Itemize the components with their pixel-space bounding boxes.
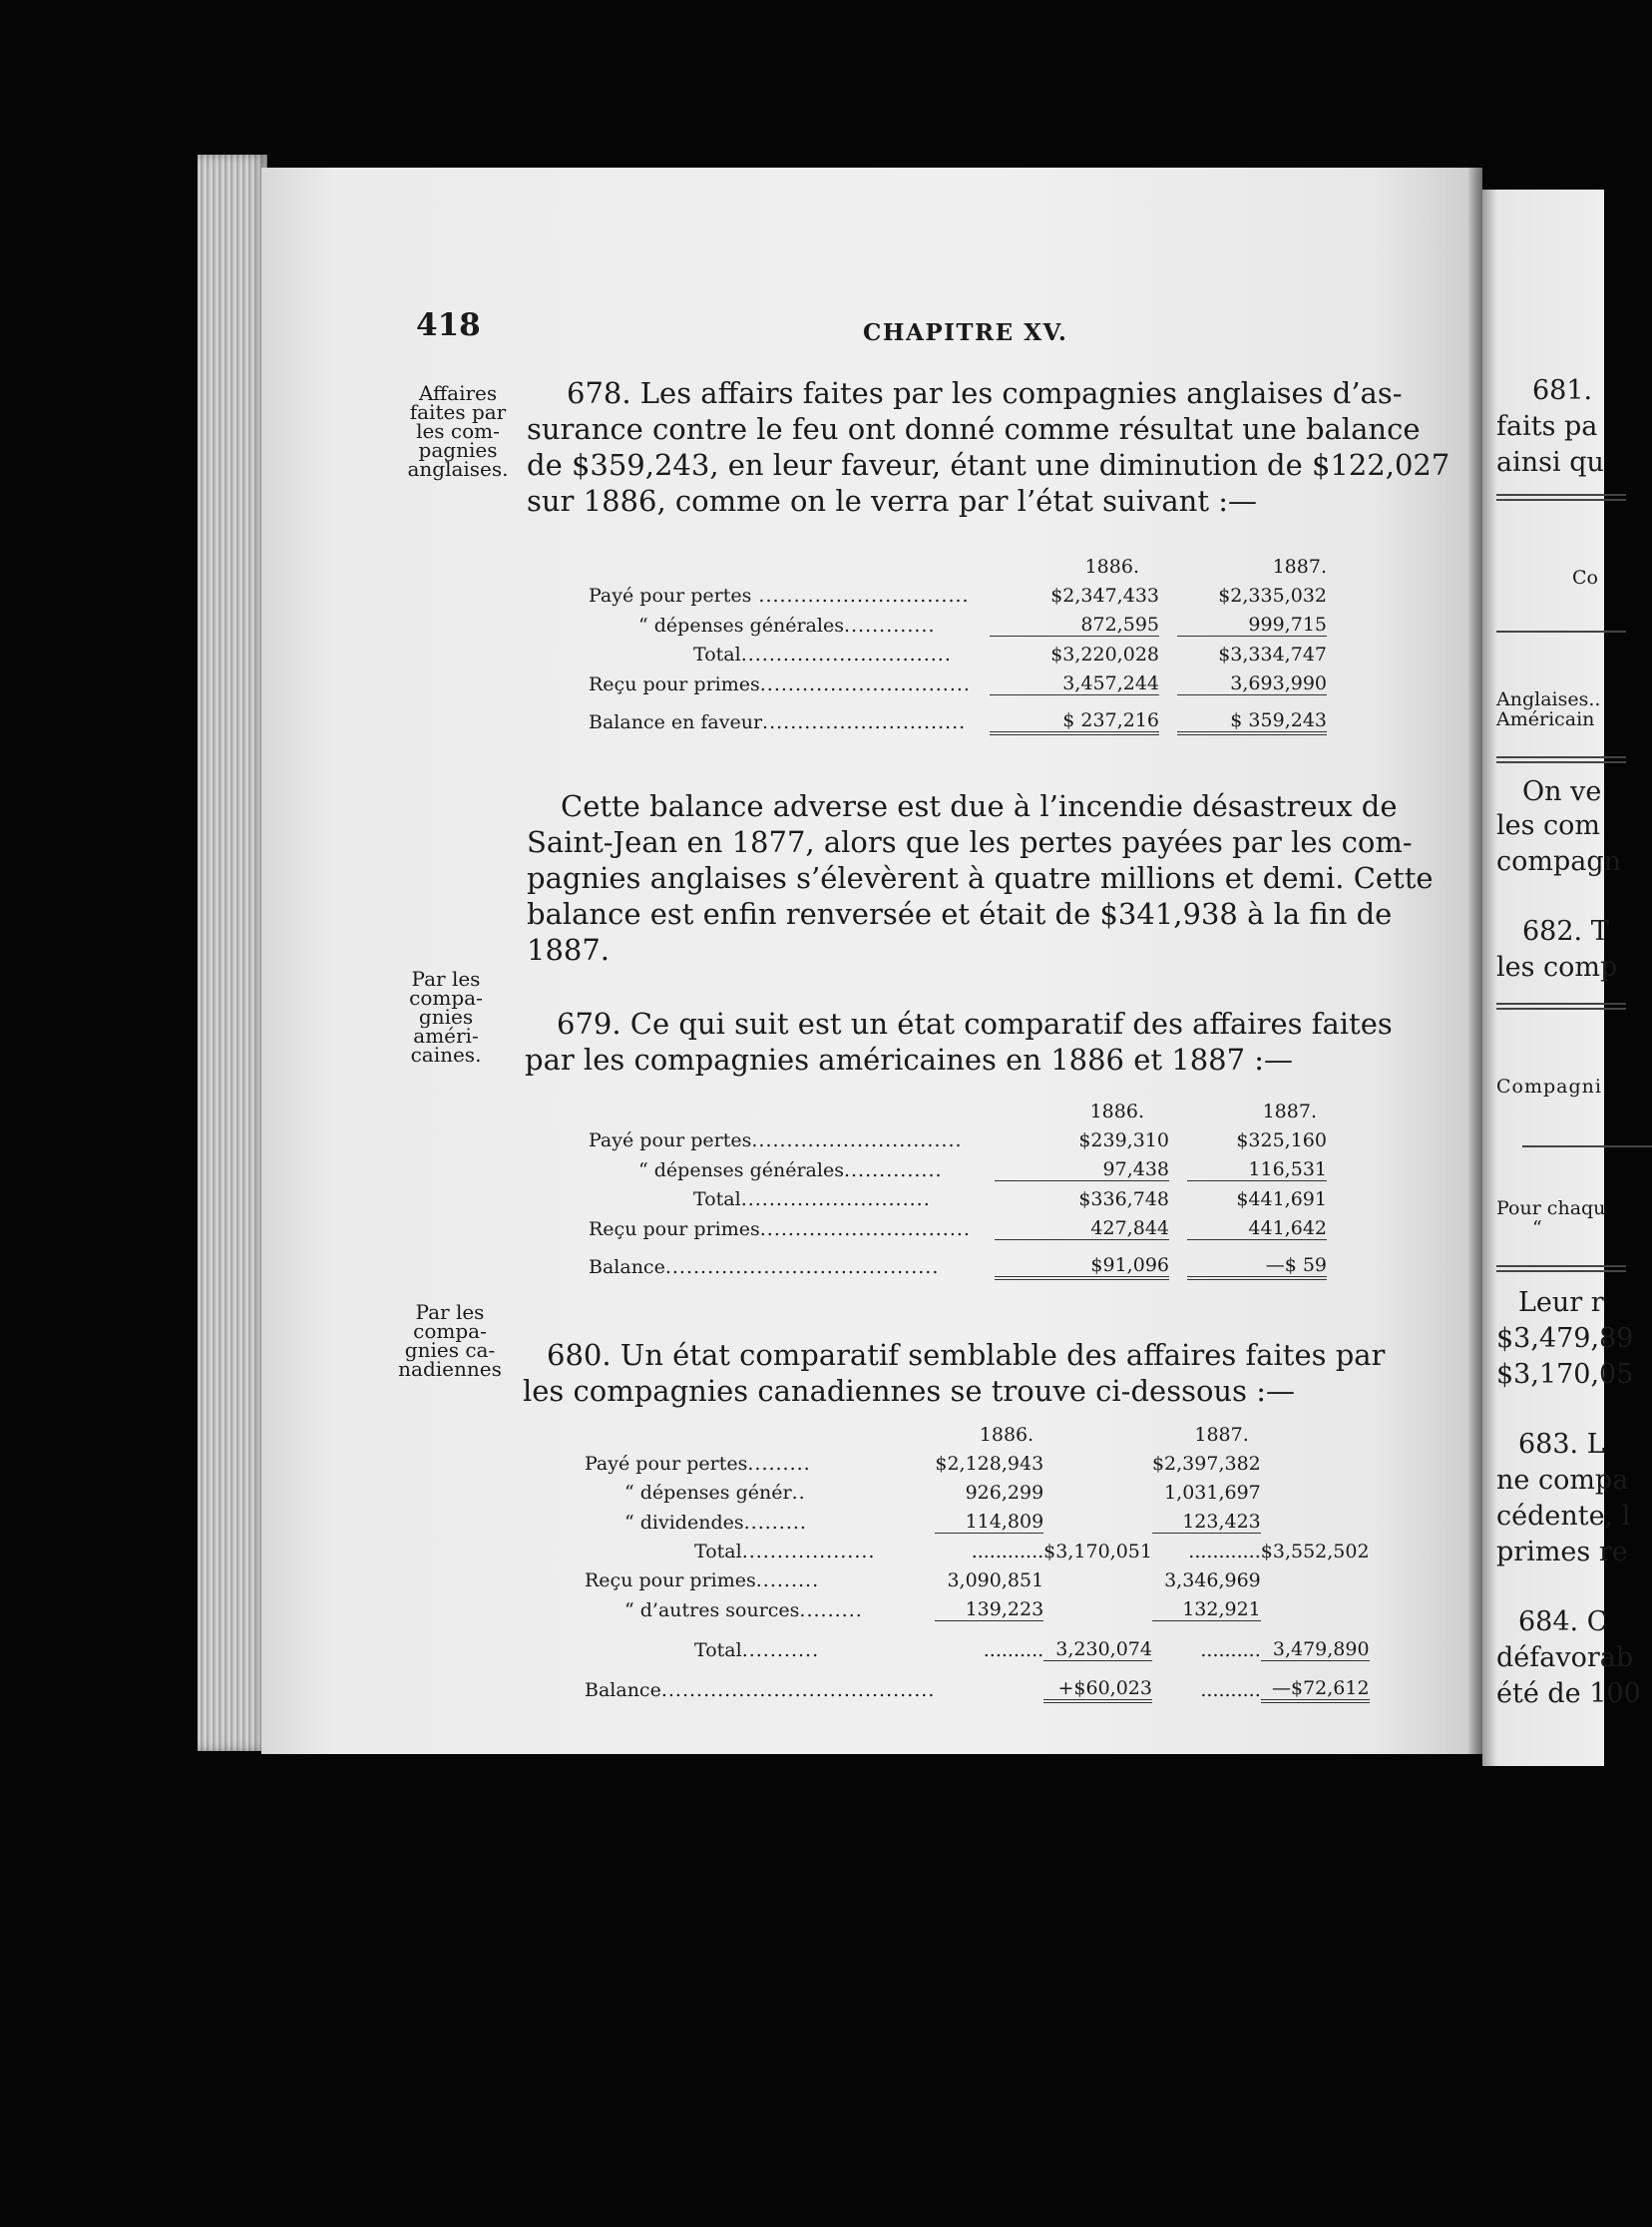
value-cell: 97,438 [995, 1151, 1169, 1181]
margin-note-678 [403, 381, 513, 481]
value-cell: $ 359,243 [1177, 695, 1327, 733]
value-cell: 3,457,244 [990, 666, 1159, 695]
row-label: Balance....................................... [585, 1678, 936, 1701]
value-cell: $91,096 [995, 1240, 1169, 1278]
table-row [585, 1446, 1370, 1475]
right-page-line: défavorab [1496, 1642, 1634, 1673]
text-line: pagnies anglaises s’élevèrent à quatre millions et demi. Cette [527, 861, 1434, 895]
row-label: Balance en faveur............................. [589, 710, 967, 733]
margin-note-680 [395, 1300, 505, 1381]
table-row [589, 637, 1327, 667]
text-line: Cette balance adverse est due à l’incendie désastreux de [561, 789, 1398, 823]
row-label: “ dividendes......... [624, 1511, 807, 1534]
value-cell: 3,479,890 [1261, 1621, 1370, 1661]
value-cell [1261, 1562, 1370, 1591]
table-row [589, 607, 1327, 637]
value-cell: 926,299 [965, 1482, 1044, 1504]
value-cell: 123,423 [1152, 1504, 1261, 1534]
text-line: sur 1886, comme on le verra par l’état suivant :— [527, 484, 1257, 518]
right-page-line: compagn [1496, 846, 1622, 877]
value-cell: $ 237,216 [990, 695, 1159, 733]
table-row [585, 1475, 1370, 1504]
text-line: par les compagnies américaines en 1886 et 1887 :— [525, 1043, 1294, 1077]
row-label: Total................... [694, 1541, 876, 1562]
value-cell: $2,397,382 [1151, 1453, 1261, 1475]
paragraph-680 [523, 1337, 1391, 1409]
table-679 [589, 1094, 1327, 1280]
row-label: Payé pour pertes......... [585, 1453, 811, 1475]
right-page-line: 681. [1532, 375, 1593, 406]
value-cell [1261, 1446, 1370, 1475]
margin-note-line: compa- [409, 986, 483, 1010]
value-cell: 427,844 [995, 1210, 1169, 1240]
right-page-line: été de 100 [1496, 1678, 1641, 1709]
right-page-rule [1496, 494, 1626, 501]
paragraph-678-continued [527, 788, 1434, 968]
right-page-line: “ [1532, 1217, 1542, 1239]
table-row [589, 1181, 1327, 1211]
table-row [589, 695, 1327, 733]
row-label: Reçu pour primes.............................. [589, 1217, 971, 1240]
column-header-1887: 1887. [1194, 1424, 1249, 1446]
table-678 [589, 549, 1327, 735]
margin-note-line: nadiennes [398, 1357, 502, 1381]
right-page-line: 683. L [1518, 1429, 1605, 1460]
margin-note-line: caines. [410, 1043, 482, 1067]
right-page-rule [1496, 1265, 1626, 1272]
right-page-line: 682. T [1522, 916, 1609, 947]
value-cell: 3,090,851 [947, 1569, 1044, 1591]
value-cell [1043, 1446, 1152, 1475]
table-header-row [589, 549, 1327, 578]
right-page-rule [1522, 1145, 1652, 1147]
right-page-line: cédente, l [1496, 1501, 1631, 1532]
row-label: “ dépenses génér.. [624, 1482, 806, 1504]
right-page-line: primes re [1496, 1537, 1628, 1567]
text-line: 679. Ce qui suit est un état comparatif des affaires faites [557, 1007, 1393, 1041]
right-page-line: faits pa [1496, 411, 1598, 442]
value-cell: 3,230,074 [1043, 1621, 1152, 1661]
table-row [585, 1504, 1370, 1534]
value-cell [1261, 1591, 1370, 1621]
right-page-line: les comp [1496, 952, 1618, 983]
table-row [589, 1240, 1327, 1278]
column-header-1886: 1886. [979, 1424, 1034, 1446]
margin-note-line: les com- [416, 419, 500, 443]
value-cell: $3,220,028 [1050, 644, 1159, 666]
text-line: 678. Les affairs faites par les compagnies anglaises d’as- [567, 376, 1403, 410]
value-cell [1043, 1504, 1152, 1534]
value-cell: 441,642 [1187, 1210, 1327, 1240]
value-cell [1043, 1475, 1152, 1504]
row-label: Balance....................................... [589, 1255, 940, 1278]
column-header-1887: 1887. [1272, 556, 1327, 578]
value-cell: $2,347,433 [1050, 585, 1159, 607]
margin-note-line: compa- [413, 1319, 487, 1343]
table-row [585, 1591, 1370, 1621]
right-page-line: ainsi qu [1496, 447, 1604, 478]
table-header-row [585, 1417, 1370, 1446]
column-header-1886: 1886. [1089, 1101, 1144, 1122]
value-cell: +$60,023 [1043, 1661, 1152, 1701]
right-page-line: Co [1572, 567, 1598, 589]
right-page-line: On ve [1522, 776, 1602, 807]
right-page [1482, 190, 1641, 1766]
table-row [585, 1534, 1370, 1563]
row-label: “ dépenses générales.............. [638, 1158, 943, 1181]
row-label: “ d’autres sources......... [624, 1598, 863, 1621]
text-line: les compagnies canadiennes se trouve ci-dessous :— [523, 1374, 1295, 1408]
value-cell: —$72,612 [1261, 1661, 1370, 1701]
table-row [589, 666, 1327, 695]
paragraph-678 [527, 375, 1450, 519]
right-page-line: Pour chaqu [1496, 1197, 1606, 1219]
table-row [585, 1562, 1370, 1591]
value-cell: $441,691 [1236, 1188, 1327, 1210]
value-cell: 999,715 [1177, 607, 1327, 637]
value-cell: 116,531 [1187, 1151, 1327, 1181]
value-cell: 3,346,969 [1164, 1569, 1261, 1591]
value-cell [1043, 1591, 1152, 1621]
table-row [589, 1210, 1327, 1240]
value-cell: 132,921 [1152, 1591, 1261, 1621]
value-cell: —$ 59 [1187, 1240, 1327, 1278]
row-label: Reçu pour primes......... [585, 1569, 820, 1591]
table-header-row [589, 1094, 1327, 1122]
right-page-line: les com [1496, 810, 1601, 841]
column-header-1886: 1886. [1084, 556, 1139, 578]
value-cell: ............ [971, 1541, 1044, 1562]
value-cell: $336,748 [1078, 1188, 1169, 1210]
chapter-heading: CHAPITRE XV. [863, 319, 1068, 346]
page-number: 418 [416, 307, 481, 343]
row-label: Reçu pour primes.............................. [589, 672, 971, 695]
table-row [589, 1151, 1327, 1181]
table-row [585, 1621, 1370, 1661]
value-cell: 1,031,697 [1164, 1482, 1261, 1504]
value-cell [935, 1661, 1043, 1701]
margin-note-line: Par les [411, 967, 481, 991]
value-cell: ............ [1188, 1541, 1261, 1562]
row-label: Total.............................. [693, 644, 952, 666]
value-cell: $2,335,032 [1218, 585, 1327, 607]
value-cell: $3,334,747 [1218, 644, 1327, 666]
value-cell: 872,595 [990, 607, 1159, 637]
margin-note-line: pagnies [418, 438, 498, 462]
value-cell: 114,809 [935, 1504, 1043, 1534]
row-label: Payé pour pertes.............................. [589, 1129, 963, 1151]
value-cell: .......... [1200, 1678, 1261, 1701]
text-line: de $359,243, en leur faveur, étant une diminution de $122,027 [527, 448, 1450, 482]
value-cell: 139,223 [935, 1591, 1043, 1621]
row-label: Total........................... [693, 1188, 931, 1210]
right-page-line: ne compa [1496, 1465, 1629, 1496]
table-row [585, 1661, 1370, 1701]
table-row [589, 1122, 1327, 1151]
text-line: Saint-Jean en 1877, alors que les pertes payées par les com- [527, 825, 1413, 859]
value-cell: $325,160 [1236, 1129, 1327, 1151]
value-cell [1043, 1562, 1152, 1591]
row-label: Total........... [694, 1638, 820, 1661]
right-page-line: Anglaises.. [1496, 688, 1601, 710]
right-page-rule [1496, 756, 1626, 763]
book-page-edges [198, 155, 267, 1751]
value-cell: .......... [1200, 1638, 1261, 1661]
text-line: surance contre le feu ont donné comme résultat une balance [527, 412, 1421, 446]
margin-note-line: Affaires [418, 381, 498, 405]
margin-note-line: gnies ca- [404, 1338, 496, 1362]
right-page-line: $3,479,89 [1496, 1323, 1634, 1354]
right-page-rule [1496, 631, 1626, 633]
value-cell: $2,128,943 [935, 1453, 1044, 1475]
margin-note-line: faites par [409, 400, 507, 424]
value-cell: $3,170,051 [1043, 1541, 1152, 1562]
margin-note-679 [391, 967, 501, 1067]
value-cell: $3,552,502 [1260, 1541, 1370, 1562]
right-page-line: Américain [1496, 708, 1595, 730]
value-cell [1261, 1504, 1370, 1534]
text-line: 1887. [527, 933, 611, 967]
right-page-rule [1496, 1003, 1626, 1010]
value-cell: .......... [983, 1638, 1044, 1661]
table-row [589, 578, 1327, 607]
book-gutter [1468, 168, 1482, 1754]
row-label: “ dépenses générales............. [638, 614, 936, 637]
value-cell: $239,310 [1078, 1129, 1169, 1151]
margin-note-line: améri- [413, 1024, 479, 1048]
right-page-line: 684. C [1518, 1606, 1608, 1637]
text-line: 680. Un état comparatif semblable des affaires faites par [547, 1338, 1386, 1372]
right-page-line: $3,170,05 [1496, 1359, 1634, 1390]
margin-note-line: gnies [418, 1005, 474, 1029]
text-line: balance est enfin renversée et était de $341,938 à la fin de [527, 897, 1393, 931]
value-cell [1261, 1475, 1370, 1504]
margin-note-line: anglaises. [407, 457, 509, 481]
column-header-1887: 1887. [1262, 1101, 1317, 1122]
right-page-line: Leur r [1518, 1287, 1604, 1318]
right-page-line: Compagni [1496, 1076, 1602, 1098]
table-680 [585, 1417, 1370, 1703]
paragraph-679 [525, 1006, 1393, 1078]
margin-note-line: Par les [415, 1300, 485, 1324]
value-cell: 3,693,990 [1177, 666, 1327, 695]
row-label: Payé pour pertes .............................. [589, 585, 970, 607]
